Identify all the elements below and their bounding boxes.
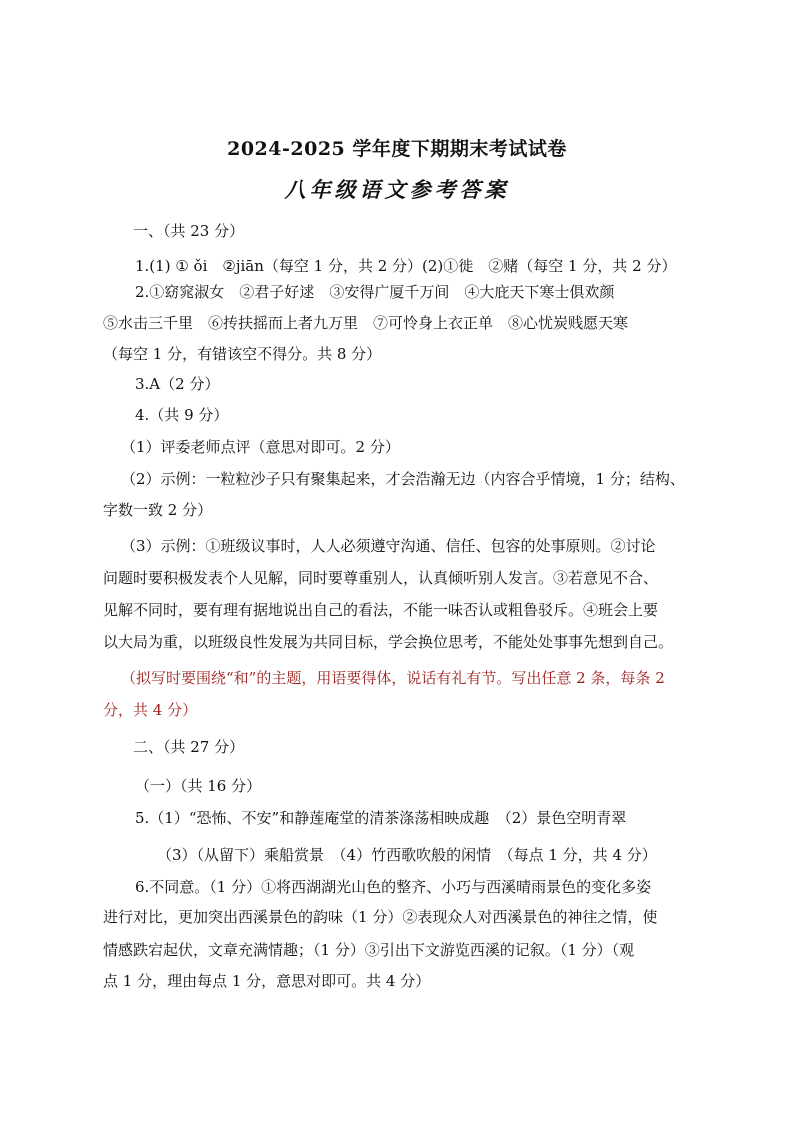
answer-line: 1.(1) ① ǒi ②jiān（每空 1 分，共 2 分）(2)①徙 ②赌（每空 1 分，共 2 分） (135, 257, 677, 275)
page-subtitle: 八年级语文参考答案 (284, 177, 510, 202)
scoring-note: 分，共 4 分） (103, 701, 198, 719)
answer-line: （3）示例：①班级议事时，人人必须遵守沟通、信任、包容的处事原则。②讨论 (121, 537, 656, 555)
answer-line: （每空 1 分，有错该空不得分。共 8 分） (103, 345, 382, 363)
answer-line: 2.①窈窕淑女 ②君子好逑 ③安得广厦千万间 ④大庇天下寒士俱欢颜 (135, 283, 615, 301)
answer-line: 见解不同时，要有理有据地说出自己的看法，不能一味否认或粗鲁驳斥。④班会上要 (103, 601, 659, 619)
answer-line: 问题时要积极发表个人见解，同时要尊重别人，认真倾听别人发言。③若意见不合、 (103, 569, 659, 587)
page-title: 2024-2025 学年度下期期末考试试卷 (227, 138, 567, 160)
answer-line: ⑤水击三千里 ⑥抟扶摇而上者九万里 ⑦可怜身上衣正单 ⑧心忧炭贱愿天寒 (103, 314, 629, 332)
answer-line: （2）示例：一粒粒沙子只有聚集起来，才会浩瀚无边（内容合乎情境，1 分；结构、 (121, 470, 685, 488)
answer-line: 字数一致 2 分） (103, 501, 213, 519)
answer-line: 以大局为重，以班级良性发展为共同目标，学会换位思考，不能处处事事先想到自己。 (103, 633, 674, 651)
subsection-heading: （一）（共 16 分） (135, 777, 262, 795)
answer-line: 点 1 分，理由每点 1 分，意思对即可。共 4 分） (103, 972, 431, 990)
answer-line: 5.（1）“恐怖、不安”和静莲庵堂的清茶涤荡相映成趣 （2）景色空明青翠 (135, 809, 627, 827)
answer-line: 进行对比，更加突出西溪景色的韵味（1 分）②表现众人对西溪景色的神往之情，使 (103, 908, 658, 926)
scoring-note: （拟写时要围绕“和”的主题，用语要得体，说话有礼有节。写出任意 2 条，每条 2 (121, 669, 665, 687)
section-heading: 一、（共 23 分） (133, 222, 245, 240)
section-heading: 二、（共 27 分） (133, 738, 245, 756)
answer-line: （3）（从留下）乘船赏景 （4）竹西歌吹般的闲情 （每点 1 分，共 4 分） (157, 846, 657, 864)
answer-line: 情感跌宕起伏，文章充满情趣；（1 分）③引出下文游览西溪的记叙。（1 分）（观 (103, 941, 635, 959)
answer-line: 6.不同意。（1 分）①将西湖湖光山色的整齐、小巧与西溪晴雨景色的变化多姿 (135, 878, 652, 896)
answer-line: 4.（共 9 分） (135, 406, 229, 424)
answer-line: （1）评委老师点评（意思对即可。2 分） (121, 438, 400, 456)
answer-line: 3.A（2 分） (135, 375, 220, 393)
